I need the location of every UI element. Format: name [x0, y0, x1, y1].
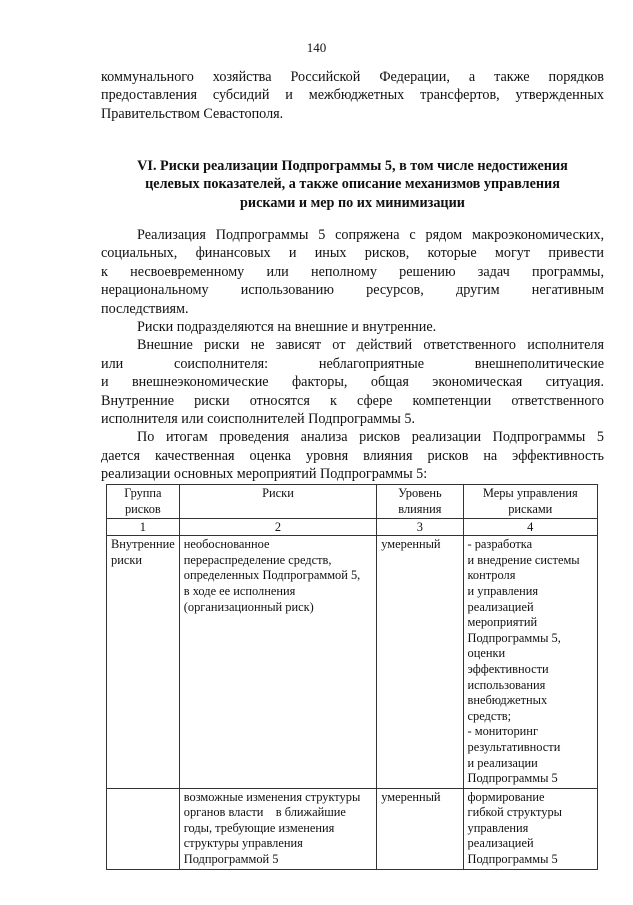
- cell-line: реализацией: [467, 836, 534, 851]
- header-line: Уровень: [398, 486, 442, 500]
- table-row: [107, 536, 598, 789]
- cell-line: Подпрограммы 5: [467, 771, 558, 786]
- para1-line: социальных, финансовых и иных рисков, которые могут привести: [101, 245, 604, 262]
- cell-line: - разработка: [467, 537, 533, 552]
- cell-line: годы, требующие изменения: [183, 820, 335, 835]
- cell-line: контроля: [467, 568, 516, 583]
- cell-line: Подпрограммы 5,: [467, 630, 561, 645]
- cell-line: перераспределение средств,: [183, 552, 332, 567]
- cell-line: риски: [111, 552, 142, 567]
- cell-line: гибкой структуры: [467, 805, 562, 820]
- cell-line: и реализации: [467, 755, 538, 770]
- para3-line: исполнителя или соисполнителей Подпрограммы 5.: [101, 411, 415, 428]
- measures-cell: [463, 536, 597, 789]
- cell-line: Подпрограммы 5: [467, 852, 558, 867]
- risk-group-cell: [107, 536, 180, 789]
- para3-line: Внешние риски не зависят от действий ответственного исполнителя: [137, 337, 604, 354]
- cell-line: и управления: [467, 583, 539, 598]
- risk-cell: [179, 536, 377, 789]
- para1-line: последствиям.: [101, 300, 189, 317]
- para4-line: дается качественная оценка уровня влияния рисков на эффективность: [101, 447, 604, 464]
- page-number: 140: [306, 40, 327, 55]
- header-line: влияния: [398, 501, 442, 516]
- column-number-row: [107, 519, 598, 536]
- cell-line: использования: [467, 677, 546, 692]
- cell-line: - мониторинг: [467, 724, 539, 739]
- cell-line: умеренный: [381, 789, 441, 804]
- cell-line: необоснованное: [183, 537, 270, 552]
- header-measures: [463, 485, 597, 519]
- cell-line: в ходе ее исполнения: [183, 583, 296, 598]
- header-impact-level: [377, 485, 463, 519]
- para3-line: или соисполнителя: неблагоприятные внешнеполитические: [101, 355, 604, 372]
- header-line: рисками: [508, 501, 553, 516]
- heading-line: рисками и мер по их минимизации: [240, 194, 465, 211]
- paragraph-4: [101, 428, 604, 483]
- impact-level-cell: [377, 536, 463, 789]
- cell-line: реализацией: [467, 599, 534, 614]
- cell-line: и внедрение системы: [467, 552, 580, 567]
- risks-table: [106, 484, 598, 870]
- paragraph-3: [101, 336, 604, 428]
- paragraph-2: Риски подразделяются на внешние и внутренние.: [137, 319, 437, 336]
- intro-line: Правительством Севастополя.: [101, 105, 284, 122]
- cell-line: структуры управления: [183, 836, 303, 851]
- impact-level-cell: [377, 788, 463, 869]
- header-line: рисков: [124, 501, 161, 516]
- section-heading: [101, 157, 604, 212]
- risk-group-cell: [107, 788, 180, 869]
- measures-cell: [463, 788, 597, 869]
- cell-line: (организационный риск): [183, 599, 314, 614]
- cell-line: умеренный: [381, 537, 441, 552]
- cell-line: эффективности: [467, 661, 549, 676]
- body-text: [101, 226, 604, 484]
- para4-line: По итогам проведения анализа рисков реализации Подпрограммы 5: [137, 429, 604, 446]
- cell-line: определенных Подпрограммой 5,: [183, 568, 361, 583]
- para1-line: Реализация Подпрограммы 5 сопряжена с рядом макроэкономических,: [137, 227, 604, 243]
- cell-line: мероприятий: [467, 615, 538, 630]
- para3-line: и внешнеэкономические факторы, общая экономическая ситуация.: [101, 374, 604, 391]
- risk-cell: [179, 788, 377, 869]
- heading-line: целевых показателей, а также описание механизмов управления: [145, 176, 560, 193]
- paragraph-1: [101, 226, 604, 318]
- intro-line: предоставления субсидий и межбюджетных трансфертов, утвержденных: [101, 87, 604, 104]
- intro-line: коммунального хозяйства Российской Федерации, а также порядков: [101, 69, 604, 85]
- cell-line: органов власти в ближайшие: [183, 805, 346, 820]
- cell-line: возможные изменения структуры: [183, 789, 361, 804]
- header-line: Группа: [124, 486, 162, 500]
- cell-line: Подпрограммой 5: [183, 852, 279, 867]
- cell-line: результативности: [467, 739, 561, 754]
- column-number: 2: [179, 519, 377, 536]
- intro-paragraph: [101, 68, 604, 123]
- cell-line: средств;: [467, 708, 512, 723]
- header-risk-group: [107, 485, 180, 519]
- cell-line: оценки: [467, 646, 506, 661]
- cell-line: управления: [467, 820, 529, 835]
- header-line: Риски: [262, 486, 294, 500]
- cell-line: Внутренние: [111, 537, 175, 552]
- column-number: 4: [463, 519, 597, 536]
- header-line: Меры управления: [482, 486, 578, 500]
- heading-line: VI. Риски реализации Подпрограммы 5, в том числе недостижения: [137, 158, 568, 174]
- table-row: [107, 788, 598, 869]
- para4-line: реализации основных мероприятий Подпрограммы 5:: [101, 466, 428, 483]
- header-risks: [179, 485, 377, 519]
- column-number: 1: [107, 519, 180, 536]
- para1-line: к несвоевременному или неполному решению задач программы,: [101, 263, 604, 280]
- para1-line: нерациональному использованию ресурсов, другим негативным: [101, 282, 604, 299]
- column-number: 3: [377, 519, 463, 536]
- cell-line: внебюджетных: [467, 693, 548, 708]
- table-header-row: [107, 485, 598, 519]
- cell-line: формирование: [467, 789, 545, 804]
- para3-line: Внутренние риски относятся к сфере компетенции ответственного: [101, 392, 604, 409]
